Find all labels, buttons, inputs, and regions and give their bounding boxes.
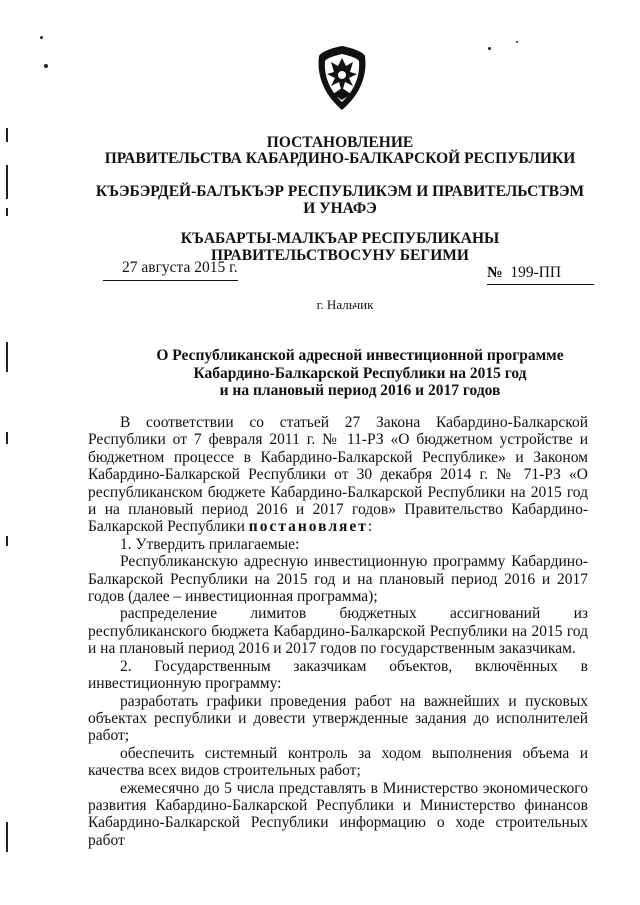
header-government-krc: КЪАБАРТЫ-МАЛКЪАР РЕСПУБЛИКАНЫ ПРАВИТЕЛЬСТВОСУНУ БЕГИМИ [180,230,500,264]
paragraph-item-1-b: распределение лимитов бюджетных ассигнований из республиканского бюджета Кабардино-Балкарской Республики на 2015 год и на плановый период 2016 и 2017 годов по государственным заказчикам. [88,605,588,658]
paragraph-preamble [88,414,588,536]
paragraph-item-2-b: обеспечить системный контроль за ходом выполнения объема и качества всех видов строительных работ; [88,744,588,780]
resolves-keyword: постановляет [248,518,368,536]
title-line: Кабардино-Балкарской Республики на 2015 год [193,364,527,382]
paragraph-item-2: 2. Государственным заказчикам объектов, включённых в инвестиционную программу: [88,657,588,693]
scan-speck [40,36,43,39]
coat-of-arms-icon [315,44,369,112]
paragraph-item-1-a: Республиканскую адресную инвестиционную программу Кабардино-Балкарской Республики на 2015 год и на плановый период 2016 и 2017 годов (далее – инвестиционная программа); [88,553,588,606]
scan-edge-mark [6,432,8,444]
document-date: 27 августа 2015 г. [122,259,238,276]
number-underline [487,284,594,285]
header-government-kbd: КЪЭБЭРДЕЙ-БАЛЪКЪЭР РЕСПУБЛИКЭМ И ПРАВИТЕЛЬСТВЭМ И УНАФЭ [95,183,585,217]
number-value: 199-ПП [510,264,562,281]
paragraph-item-1: 1. Утвердить прилагаемые: [120,535,300,553]
scan-edge-mark [6,342,8,372]
header-government-ru: ПРАВИТЕЛЬСТВА КАБАРДИНО-БАЛКАРСКОЙ РЕСПУБЛИКИ [104,150,576,167]
paragraph-item-2-c: ежемесячно до 5 числа представлять в Министерство экономического развития Кабардино-Балкарской Республики и Министерство финансов Кабардино-Балкарской Республики информацию о ходе строительных работ [88,779,588,849]
preamble-end: : [367,518,373,536]
number-sign: № [487,264,503,281]
scan-edge-mark [6,128,8,142]
document-body [88,414,588,849]
title-line: О Республиканской адресной инвестиционной программе [156,347,564,364]
document-number [487,264,561,282]
scan-edge-mark [6,165,8,199]
scan-speck [44,64,48,68]
preamble-text: В соответствии со статьей 27 Закона Кабардино-Балкарской Республики от 7 февраля 2011 г. № 11-РЗ «О бюджетном устройстве и бюджетном процессе в Кабардино-Балкарской Республике» и Законом Кабардино-Балкарской Республики от 30 декабря 2014 г. № 71-РЗ «О республиканском бюджете Кабардино-Балкарской Республики на 2015 год и на плановый период 2016 и 2017 годов» Правительство Кабардино-Балкарской Республики [88,414,588,536]
scan-edge-mark [6,208,8,216]
header-doc-type: ПОСТАНОВЛЕНИЕ [266,134,414,151]
paragraph-item-2-a: разработать графики проведения работ на важнейших и пусковых объектах республики и довести утвержденные задания до исполнителей работ; [88,692,588,745]
title-line: и на плановый период 2016 и 2017 годов [219,382,501,399]
scan-speck [516,41,518,43]
document-title [110,347,610,400]
city: г. Нальчик [316,297,374,312]
scan-edge-mark [6,822,8,852]
scan-speck [488,47,491,50]
scan-edge-mark [6,536,8,546]
date-underline [103,280,238,281]
